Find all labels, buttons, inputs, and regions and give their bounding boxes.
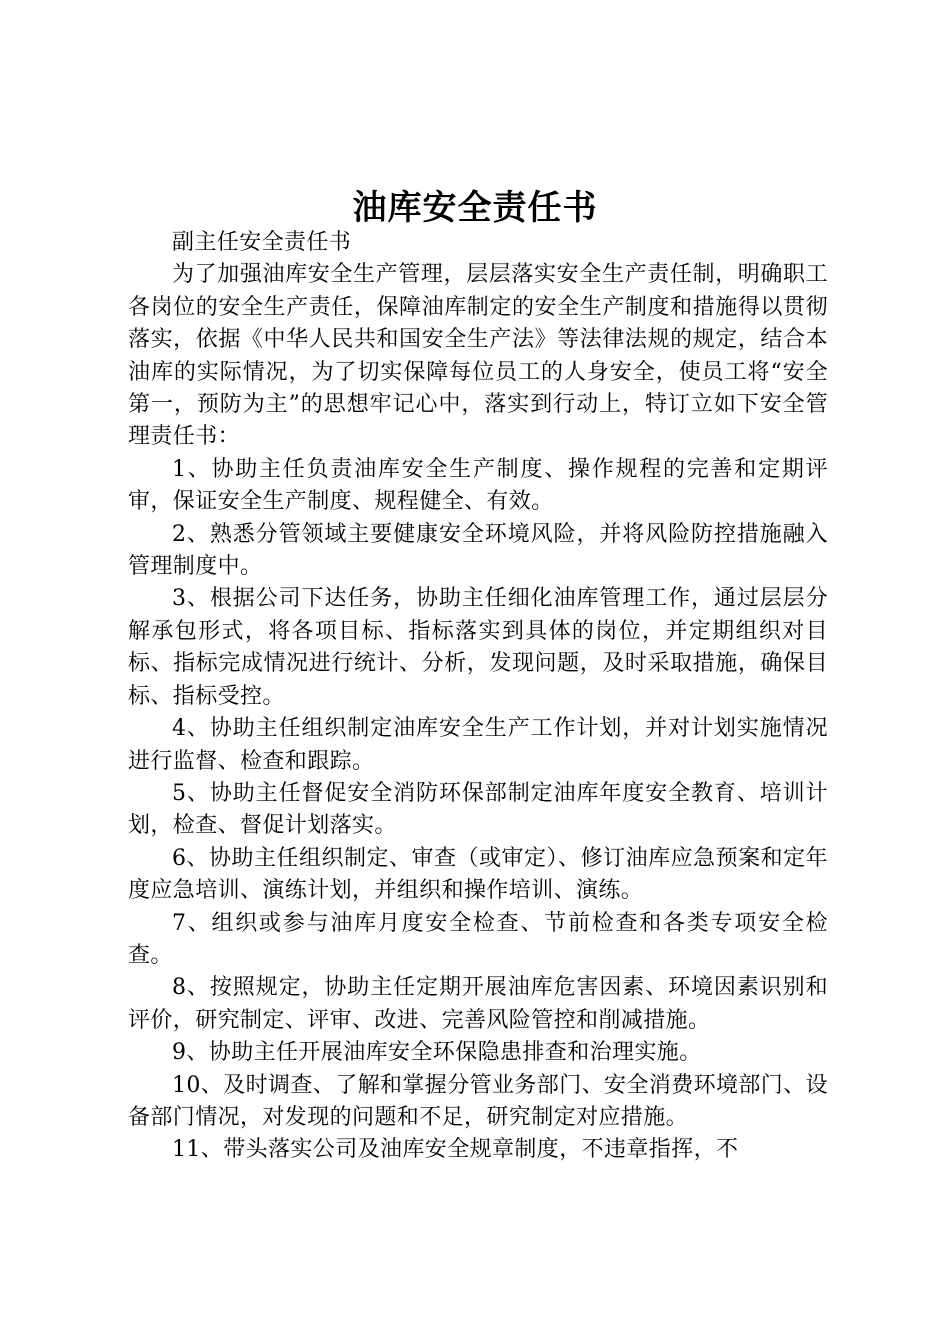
paragraph-item-6: 6、协助主任组织制定、审查（或审定）、修订油库应急预案和定年度应急培训、演练计划，并组织和操作培训、演练。: [128, 845, 828, 904]
paragraph-item-11: 11、带头落实公司及油库安全规章制度，不违章指挥，不: [172, 1137, 739, 1163]
document-title: 油库安全责任书: [352, 188, 598, 228]
paragraph-item-4: 4、协助主任组织制定油库安全生产工作计划，并对计划实施情况进行监督、检查和跟踪。: [128, 716, 828, 774]
paragraph-item-3: 3、根据公司下达任务，协助主任细化油库管理工作，通过层层分解承包形式，将各项目标、指标落实到具体的岗位，并定期组织对目标、指标完成情况进行统计、分析，发现问题，及时采取措施，确保目标、指标受控。: [128, 586, 828, 709]
document-body: [128, 227, 828, 1167]
paragraph-item-5: 5、协助主任督促安全消防环保部制定油库年度安全教育、培训计划，检查、督促计划落实。: [128, 780, 828, 839]
paragraph-item-8: 8、按照规定，协助主任定期开展油库危害因素、环境因素识别和评价，研究制定、评审、改进、完善风险管控和削减措施。: [128, 975, 828, 1033]
paragraph-item-7: 7、组织或参与油库月度安全检查、节前检查和各类专项安全检查。: [128, 910, 828, 968]
paragraph-item-9: 9、协助主任开展油库安全环保隐患排查和治理实施。: [172, 1040, 702, 1066]
paragraph-item-2: 2、熟悉分管领域主要健康安全环境风险，并将风险防控措施融入管理制度中。: [128, 521, 828, 580]
document-subtitle: 副主任安全责任书: [172, 230, 352, 255]
paragraph-intro: 为了加强油库安全生产管理，层层落实安全生产责任制，明确职工各岗位的安全生产责任，保障油库制定的安全生产制度和措施得以贯彻落实，依据《中华人民共和国安全生产法》等法律法规的规定，结合本油库的实际情况，为了切实保障每位员工的人身安全，使员工将“安全第一，预防为主”的思想牢记心中，落实到行动上，特订立如下安全管理责任书：: [128, 262, 828, 450]
paragraph-item-1: 1、协助主任负责油库安全生产制度、操作规程的完善和定期评审，保证安全生产制度、规程健全、有效。: [128, 456, 828, 515]
paragraph-item-10: 10、及时调查、了解和掌握分管业务部门、安全消费环境部门、设备部门情况，对发现的问题和不足，研究制定对应措施。: [128, 1072, 828, 1130]
